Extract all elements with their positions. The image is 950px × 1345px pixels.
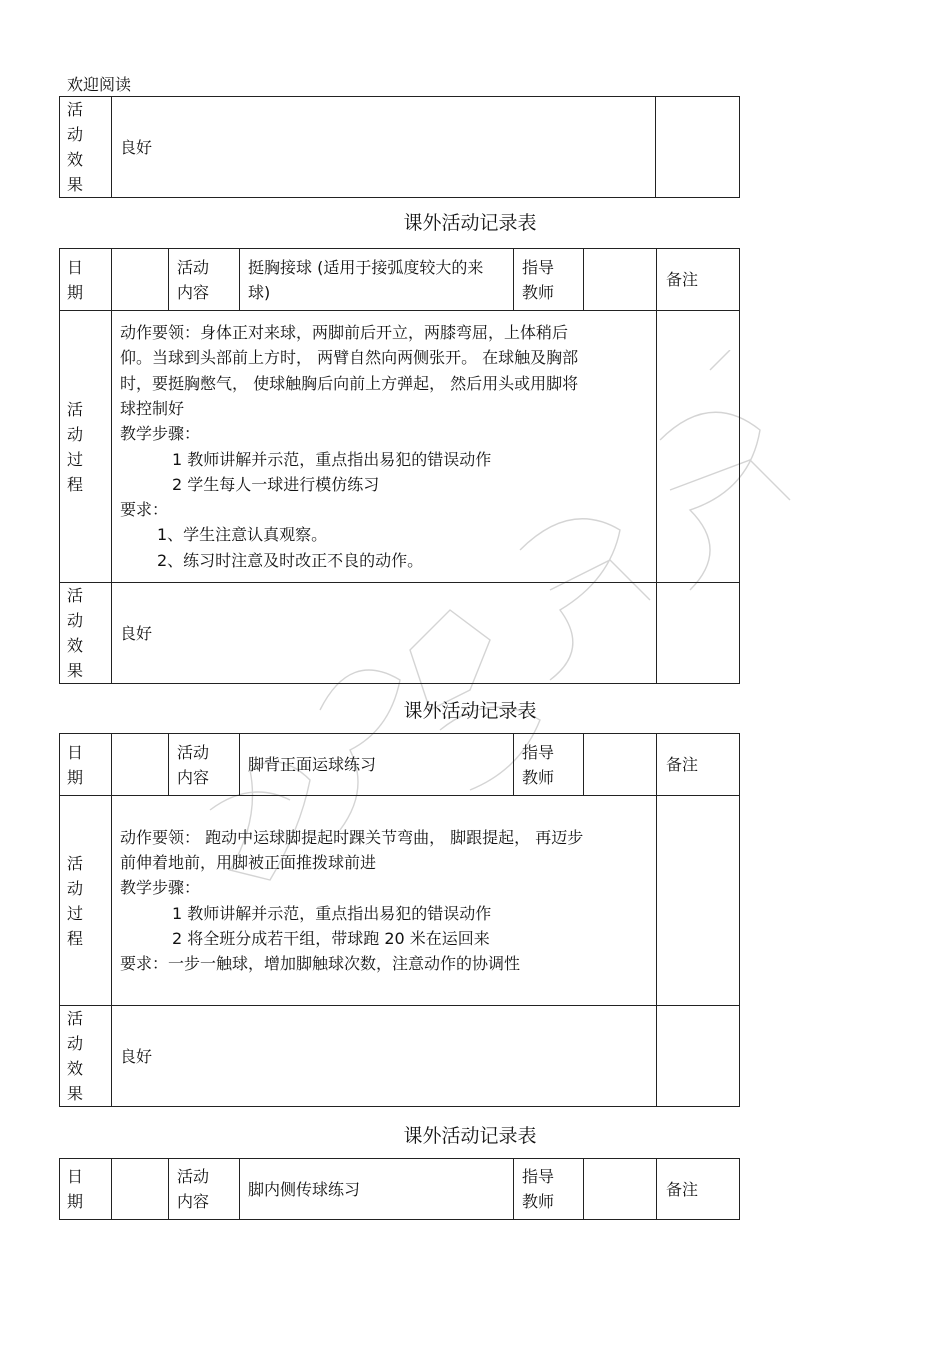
- record-title: 课外活动记录表: [403, 212, 537, 234]
- effect-label: 活 动 效 果: [60, 97, 112, 198]
- process-line: 球控制好: [120, 398, 185, 418]
- process-line: 2 将全班分成若干组，带球跑 20 米在运回来: [172, 928, 490, 948]
- process-line: 要求：: [120, 500, 169, 520]
- activity-content-label: 活动 内容: [169, 734, 240, 796]
- activity-content-label: 活动 内容: [169, 1159, 240, 1220]
- date-label: 日 期: [60, 734, 112, 796]
- remark-label: 备注: [657, 734, 740, 796]
- effect-remark-cell: [656, 97, 740, 198]
- process-line: 1 教师讲解并示范，重点指出易犯的错误动作: [172, 449, 492, 469]
- page-header: 欢迎阅读: [67, 75, 132, 94]
- record-title: 课外活动记录表: [403, 1125, 537, 1147]
- activity-content-value: 脚内侧传球练习: [240, 1159, 514, 1220]
- record-table: [59, 1158, 740, 1220]
- process-content: [112, 311, 657, 583]
- process-line: 2、练习时注意及时改正不良的动作。: [157, 550, 424, 570]
- remark-label: 备注: [657, 1159, 740, 1220]
- activity-content-value: 挺胸接球 (适用于接弧度较大的来球): [240, 249, 514, 311]
- record-title: 课外活动记录表: [403, 700, 537, 722]
- effect-remark-cell: [657, 1006, 740, 1107]
- date-value: [112, 734, 169, 796]
- process-line: 教学步骤：: [120, 878, 201, 898]
- process-label: 活 动 过 程: [60, 311, 112, 583]
- process-line: 前伸着地前，用脚被正面推拨球前进: [120, 852, 377, 872]
- process-line: 时，要挺胸憋气， 使球触胸后向前上方弹起， 然后用头或用脚将: [120, 373, 579, 393]
- effect-value: 良好: [112, 1006, 657, 1107]
- date-label: 日 期: [60, 1159, 112, 1220]
- process-line: 要求：一步一触球，增加脚触球次数，注意动作的协调性: [120, 954, 521, 974]
- teacher-label: 指导 教师: [514, 734, 584, 796]
- activity-content-label: 活动 内容: [169, 249, 240, 311]
- process-line: 1 教师讲解并示范，重点指出易犯的错误动作: [172, 903, 492, 923]
- process-remark-cell: [657, 311, 740, 583]
- process-line: 教学步骤：: [120, 424, 201, 444]
- effect-value: 良好: [112, 97, 656, 198]
- effect-label: 活 动 效 果: [60, 1006, 112, 1107]
- teacher-label: 指导 教师: [514, 249, 584, 311]
- date-value: [112, 1159, 169, 1220]
- process-line: 1、学生注意认真观察。: [157, 525, 328, 545]
- process-line: 仰。当球到头部前上方时， 两臂自然向两侧张开。 在球触及胸部: [120, 348, 579, 368]
- date-label: 日 期: [60, 249, 112, 311]
- process-label: 活 动 过 程: [60, 796, 112, 1006]
- process-line: 动作要领： 跑动中运球脚提起时踝关节弯曲， 脚跟提起， 再迈步: [120, 827, 584, 847]
- date-value: [112, 249, 169, 311]
- process-line: 2 学生每人一球进行模仿练习: [172, 474, 380, 494]
- top-record-table: [59, 96, 740, 198]
- teacher-value: [584, 249, 657, 311]
- activity-content-value: 脚背正面运球练习: [240, 734, 514, 796]
- teacher-label: 指导 教师: [514, 1159, 584, 1220]
- effect-label: 活 动 效 果: [60, 583, 112, 684]
- record-table: [59, 733, 740, 1107]
- process-line: 动作要领：身体正对来球，两脚前后开立，两膝弯屈，上体稍后: [120, 323, 569, 343]
- process-remark-cell: [657, 796, 740, 1006]
- remark-label: 备注: [657, 249, 740, 311]
- effect-value: 良好: [112, 583, 657, 684]
- process-content: [112, 796, 657, 1006]
- effect-remark-cell: [657, 583, 740, 684]
- record-table: [59, 248, 740, 684]
- teacher-value: [584, 734, 657, 796]
- teacher-value: [584, 1159, 657, 1220]
